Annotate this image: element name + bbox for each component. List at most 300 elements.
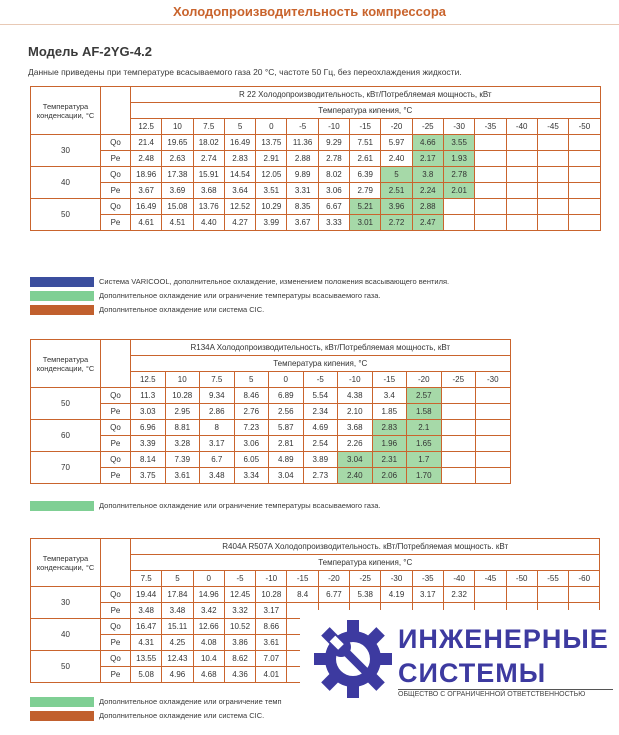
condensation-temp-value: 50 [31, 199, 101, 231]
value-cell: 7.51 [350, 135, 381, 151]
table-row [31, 135, 601, 151]
value-cell: 18.02 [193, 135, 224, 151]
value-cell: 3.86 [224, 635, 255, 651]
evap-temp-cell: -15 [350, 119, 381, 135]
legend1-item [30, 290, 380, 301]
value-cell: 9.29 [318, 135, 349, 151]
value-cell: 2.81 [269, 436, 304, 452]
value-cell: 7.39 [165, 452, 200, 468]
table-row [31, 420, 511, 436]
legend1-item [30, 276, 449, 287]
value-cell: 3.69 [162, 183, 193, 199]
value-cell: 4.31 [131, 635, 162, 651]
logo-divider [398, 689, 613, 690]
value-cell: 3.48 [131, 603, 162, 619]
evap-temp-cell: 0 [269, 372, 304, 388]
evap-temp-cell: -20 [407, 372, 442, 388]
page-title: Холодопроизводительность компрессора [173, 4, 446, 19]
value-cell [569, 151, 600, 167]
evaporation-temp-header: Температура кипения, °С [131, 555, 600, 571]
value-cell: 2.79 [350, 183, 381, 199]
evap-temp-cell: 7.5 [200, 372, 235, 388]
condensation-temp-value: 40 [31, 619, 101, 651]
value-cell [476, 452, 511, 468]
value-cell: 11.36 [287, 135, 318, 151]
value-cell: 3.61 [256, 635, 287, 651]
value-cell: 2.73 [303, 468, 338, 484]
value-cell: 5.38 [350, 587, 381, 603]
legend-text: Дополнительное охлаждение или система CIC. [99, 711, 265, 720]
value-cell: 4.51 [162, 215, 193, 231]
value-cell: 1.65 [407, 436, 442, 452]
evap-temp-cell: -10 [318, 119, 349, 135]
value-cell: 16.47 [131, 619, 162, 635]
value-cell: 5.54 [303, 388, 338, 404]
value-cell: 2.91 [256, 151, 287, 167]
evap-temp-cell: 0 [256, 119, 287, 135]
value-cell: 4.89 [269, 452, 304, 468]
value-cell: 5.21 [350, 199, 381, 215]
label-column-header [101, 87, 131, 135]
evap-temp-cell: -20 [381, 119, 412, 135]
value-cell: 13.55 [131, 651, 162, 667]
table-title: R 22 Холодопроизводительность, кВт/Потребляемая мощность, кВт [131, 87, 601, 103]
value-cell [475, 215, 506, 231]
evap-temp-cell: -5 [224, 571, 255, 587]
evap-temp-cell: -20 [318, 571, 349, 587]
value-cell: 13.75 [256, 135, 287, 151]
value-cell: 13.76 [193, 199, 224, 215]
row-label: Pe [101, 404, 131, 420]
evap-temp-cell: 5 [224, 119, 255, 135]
value-cell: 3.06 [234, 436, 269, 452]
value-cell: 2.95 [165, 404, 200, 420]
value-cell [441, 452, 476, 468]
value-cell: 10.4 [193, 651, 224, 667]
legend3-item [30, 710, 264, 721]
value-cell: 2.86 [200, 404, 235, 420]
value-cell [475, 199, 506, 215]
table-row [31, 404, 511, 420]
value-cell: 8.4 [287, 587, 318, 603]
value-cell: 3.68 [193, 183, 224, 199]
row-label: Pe [101, 667, 131, 683]
condensation-temp-value: 30 [31, 587, 101, 619]
value-cell [443, 199, 474, 215]
value-cell: 12.45 [224, 587, 255, 603]
evap-temp-cell: -30 [443, 119, 474, 135]
value-cell [506, 215, 537, 231]
value-cell: 6.39 [350, 167, 381, 183]
evap-temp-cell: -40 [443, 571, 474, 587]
value-cell: 2.32 [443, 587, 474, 603]
value-cell: 15.91 [193, 167, 224, 183]
value-cell: 4.25 [162, 635, 193, 651]
value-cell: 6.7 [200, 452, 235, 468]
value-cell: 19.44 [131, 587, 162, 603]
value-cell: 3.39 [131, 436, 166, 452]
value-cell [475, 587, 506, 603]
value-cell [569, 199, 600, 215]
value-cell: 15.08 [162, 199, 193, 215]
value-cell: 2.63 [162, 151, 193, 167]
logo-line1: ИНЖЕНЕРНЫЕ [398, 624, 609, 654]
table-row [31, 183, 601, 199]
evaporation-temp-header: Температура кипения, °С [131, 103, 601, 119]
table-row [31, 167, 601, 183]
value-cell: 2.31 [372, 452, 407, 468]
value-cell: 4.40 [193, 215, 224, 231]
value-cell [537, 151, 568, 167]
table-row [31, 436, 511, 452]
title-divider [0, 24, 619, 25]
value-cell: 3.96 [381, 199, 412, 215]
value-cell: 9.34 [200, 388, 235, 404]
evap-temp-cell: -50 [506, 571, 537, 587]
value-cell: 2.48 [131, 151, 162, 167]
value-cell: 3.51 [256, 183, 287, 199]
value-cell: 2.1 [407, 420, 442, 436]
value-cell [569, 587, 600, 603]
value-cell [476, 468, 511, 484]
logo-subtitle: ОБЩЕСТВО С ОГРАНИЧЕННОЙ ОТВЕТСТВЕННОСТЬЮ [398, 691, 586, 698]
evap-temp-cell: 12.5 [131, 119, 162, 135]
legend-text: Дополнительное охлаждение или система CIC. [99, 305, 265, 314]
value-cell: 15.11 [162, 619, 193, 635]
value-cell: 5.97 [381, 135, 412, 151]
value-cell: 4.66 [412, 135, 443, 151]
legend2-item [30, 500, 380, 511]
legend-text: Дополнительное охлаждение или ограничение температуры всасываемого газа. [99, 291, 381, 300]
value-cell [506, 199, 537, 215]
evap-temp-cell: -5 [287, 119, 318, 135]
value-cell: 3.01 [350, 215, 381, 231]
value-cell: 2.24 [412, 183, 443, 199]
evap-temp-cell: -25 [412, 119, 443, 135]
legend3-item [30, 696, 282, 707]
label-column-header [101, 340, 131, 388]
condensation-temp-header: Температура конденсации, °С [31, 539, 101, 587]
value-cell: 2.83 [372, 420, 407, 436]
evap-temp-cell: 5 [234, 372, 269, 388]
row-label: Qo [101, 199, 131, 215]
value-cell: 1.96 [372, 436, 407, 452]
value-cell: 3.17 [200, 436, 235, 452]
legend-swatch [30, 711, 94, 721]
value-cell [537, 183, 568, 199]
row-label: Qo [101, 135, 131, 151]
value-cell: 11.3 [131, 388, 166, 404]
evap-temp-cell: 5 [162, 571, 193, 587]
value-cell: 12.05 [256, 167, 287, 183]
table-row [31, 151, 601, 167]
table-row [31, 215, 601, 231]
evap-temp-cell: -30 [381, 571, 412, 587]
evap-temp-cell: -50 [569, 119, 600, 135]
row-label: Pe [101, 436, 131, 452]
value-cell: 8.62 [224, 651, 255, 667]
legend-swatch [30, 305, 94, 315]
value-cell: 3.75 [131, 468, 166, 484]
value-cell [475, 135, 506, 151]
value-cell: 3.67 [287, 215, 318, 231]
value-cell [506, 151, 537, 167]
value-cell: 6.67 [318, 199, 349, 215]
value-cell: 3.55 [443, 135, 474, 151]
value-cell: 17.84 [162, 587, 193, 603]
value-cell [441, 388, 476, 404]
value-cell [537, 167, 568, 183]
value-cell: 3.06 [318, 183, 349, 199]
evap-temp-cell: 0 [193, 571, 224, 587]
value-cell: 2.26 [338, 436, 373, 452]
value-cell: 19.65 [162, 135, 193, 151]
value-cell [441, 436, 476, 452]
evap-temp-cell: 7.5 [193, 119, 224, 135]
value-cell: 2.78 [443, 167, 474, 183]
value-cell: 2.78 [318, 151, 349, 167]
row-label: Pe [101, 468, 131, 484]
value-cell: 8.35 [287, 199, 318, 215]
value-cell: 2.61 [350, 151, 381, 167]
value-cell: 5.08 [131, 667, 162, 683]
condensation-temp-header: Температура конденсации, °С [31, 87, 101, 135]
value-cell: 12.43 [162, 651, 193, 667]
value-cell: 4.69 [303, 420, 338, 436]
row-label: Pe [101, 215, 131, 231]
value-cell: 10.28 [256, 587, 287, 603]
value-cell: 16.49 [224, 135, 255, 151]
value-cell [441, 404, 476, 420]
value-cell: 3.04 [338, 452, 373, 468]
value-cell: 8 [200, 420, 235, 436]
value-cell [475, 167, 506, 183]
value-cell [443, 215, 474, 231]
value-cell: 4.36 [224, 667, 255, 683]
value-cell [569, 135, 600, 151]
value-cell: 7.07 [256, 651, 287, 667]
value-cell: 2.40 [338, 468, 373, 484]
value-cell [537, 199, 568, 215]
value-cell: 18.96 [131, 167, 162, 183]
value-cell: 2.54 [303, 436, 338, 452]
value-cell: 10.28 [165, 388, 200, 404]
value-cell: 5.87 [269, 420, 304, 436]
evap-temp-cell: -55 [537, 571, 568, 587]
evap-temp-cell: -45 [475, 571, 506, 587]
value-cell: 4.96 [162, 667, 193, 683]
value-cell [506, 183, 537, 199]
value-cell: 4.27 [224, 215, 255, 231]
condensation-temp-value: 50 [31, 651, 101, 683]
condensation-temp-value: 30 [31, 135, 101, 167]
gear-wrench-icon [312, 618, 394, 700]
value-cell: 2.56 [269, 404, 304, 420]
evap-temp-cell: 10 [165, 372, 200, 388]
value-cell: 3.4 [372, 388, 407, 404]
legend-swatch [30, 501, 94, 511]
value-cell: 6.77 [318, 587, 349, 603]
row-label: Qo [101, 167, 131, 183]
value-cell: 2.72 [381, 215, 412, 231]
label-column-header [101, 539, 131, 587]
evap-temp-cell: -30 [476, 372, 511, 388]
company-logo [300, 610, 619, 735]
value-cell: 4.01 [256, 667, 287, 683]
value-cell: 21.4 [131, 135, 162, 151]
table-row [31, 388, 511, 404]
value-cell: 2.88 [287, 151, 318, 167]
value-cell: 3.68 [338, 420, 373, 436]
value-cell: 3.32 [224, 603, 255, 619]
value-cell [506, 167, 537, 183]
value-cell: 3.17 [412, 587, 443, 603]
value-cell: 8.46 [234, 388, 269, 404]
value-cell: 4.38 [338, 388, 373, 404]
value-cell: 2.17 [412, 151, 443, 167]
value-cell: 1.70 [407, 468, 442, 484]
value-cell: 8.14 [131, 452, 166, 468]
value-cell: 3.48 [200, 468, 235, 484]
row-label: Qo [101, 420, 131, 436]
value-cell: 8.02 [318, 167, 349, 183]
evap-temp-cell: -10 [256, 571, 287, 587]
value-cell: 2.34 [303, 404, 338, 420]
value-cell: 12.52 [224, 199, 255, 215]
value-cell: 3.33 [318, 215, 349, 231]
value-cell [441, 420, 476, 436]
value-cell: 4.08 [193, 635, 224, 651]
evap-temp-cell: -40 [506, 119, 537, 135]
value-cell: 17.38 [162, 167, 193, 183]
value-cell: 1.7 [407, 452, 442, 468]
value-cell: 3.61 [165, 468, 200, 484]
value-cell: 2.76 [234, 404, 269, 420]
value-cell: 2.51 [381, 183, 412, 199]
table-row [31, 468, 511, 484]
value-cell [476, 404, 511, 420]
value-cell [537, 215, 568, 231]
evap-temp-cell: -25 [350, 571, 381, 587]
legend-swatch [30, 697, 94, 707]
value-cell: 7.23 [234, 420, 269, 436]
value-cell: 4.61 [131, 215, 162, 231]
value-cell: 1.85 [372, 404, 407, 420]
value-cell: 6.96 [131, 420, 166, 436]
condensation-temp-value: 40 [31, 167, 101, 199]
row-label: Pe [101, 151, 131, 167]
value-cell [569, 215, 600, 231]
value-cell: 3.28 [165, 436, 200, 452]
table-row [31, 452, 511, 468]
value-cell: 4.68 [193, 667, 224, 683]
row-label: Qo [101, 388, 131, 404]
conditions-note: Данные приведены при температуре всасываемого газа 20 °С, частоте 50 Гц, без переохлаждения жидкости. [28, 67, 462, 77]
condensation-temp-header: Температура конденсации, °С [31, 340, 101, 388]
value-cell: 3.34 [234, 468, 269, 484]
value-cell [569, 167, 600, 183]
condensation-temp-value: 70 [31, 452, 101, 484]
evap-temp-cell: -15 [372, 372, 407, 388]
value-cell [506, 587, 537, 603]
r134a-performance-table [30, 339, 511, 484]
value-cell: 3.42 [193, 603, 224, 619]
row-label: Qo [101, 651, 131, 667]
row-label: Pe [101, 635, 131, 651]
row-label: Qo [101, 452, 131, 468]
evap-temp-cell: 7.5 [131, 571, 162, 587]
table-title: R134A Холодопроизводительность, кВт/Потребляемая мощность, кВт [131, 340, 511, 356]
table-row [31, 199, 601, 215]
value-cell [476, 420, 511, 436]
value-cell: 10.29 [256, 199, 287, 215]
value-cell: 9.89 [287, 167, 318, 183]
value-cell: 3.04 [269, 468, 304, 484]
evap-temp-cell: -5 [303, 372, 338, 388]
row-label: Qo [101, 587, 131, 603]
value-cell: 2.01 [443, 183, 474, 199]
r22-performance-table [30, 86, 601, 231]
value-cell [537, 135, 568, 151]
value-cell: 3.03 [131, 404, 166, 420]
logo-line2: СИСТЕМЫ [398, 658, 547, 688]
row-label: Pe [101, 603, 131, 619]
value-cell: 3.31 [287, 183, 318, 199]
model-heading: Модель AF-2YG-4.2 [28, 44, 153, 59]
legend-text: Дополнительное охлаждение или ограничение температуры всасываемого газа. [99, 501, 381, 510]
value-cell [475, 183, 506, 199]
value-cell: 3.67 [131, 183, 162, 199]
value-cell: 2.40 [381, 151, 412, 167]
legend-text: Дополнительное охлаждение или ограничение темп [99, 697, 282, 706]
evap-temp-cell: -35 [475, 119, 506, 135]
value-cell: 12.66 [193, 619, 224, 635]
evap-temp-cell: 12.5 [131, 372, 166, 388]
value-cell: 1.93 [443, 151, 474, 167]
evap-temp-cell: -25 [441, 372, 476, 388]
condensation-temp-value: 50 [31, 388, 101, 420]
value-cell: 2.74 [193, 151, 224, 167]
value-cell: 2.83 [224, 151, 255, 167]
value-cell [506, 135, 537, 151]
value-cell: 8.81 [165, 420, 200, 436]
legend-swatch [30, 291, 94, 301]
value-cell: 5 [381, 167, 412, 183]
value-cell: 2.57 [407, 388, 442, 404]
value-cell: 2.06 [372, 468, 407, 484]
evaporation-temp-header: Температура кипения, °С [131, 356, 511, 372]
value-cell [537, 587, 568, 603]
evap-temp-cell: -45 [537, 119, 568, 135]
value-cell: 3.64 [224, 183, 255, 199]
evap-temp-cell: 10 [162, 119, 193, 135]
value-cell: 2.47 [412, 215, 443, 231]
value-cell [476, 388, 511, 404]
legend-text: Система VARICOOL, дополнительное охлаждение, изменением положения всасывающего вентиля. [99, 277, 450, 286]
value-cell [475, 151, 506, 167]
row-label: Qo [101, 619, 131, 635]
value-cell: 16.49 [131, 199, 162, 215]
row-label: Pe [101, 183, 131, 199]
value-cell: 14.96 [193, 587, 224, 603]
evap-temp-cell: -60 [569, 571, 600, 587]
value-cell: 3.89 [303, 452, 338, 468]
evap-temp-cell: -35 [412, 571, 443, 587]
value-cell: 3.48 [162, 603, 193, 619]
value-cell [476, 436, 511, 452]
evap-temp-cell: -15 [287, 571, 318, 587]
value-cell [441, 468, 476, 484]
